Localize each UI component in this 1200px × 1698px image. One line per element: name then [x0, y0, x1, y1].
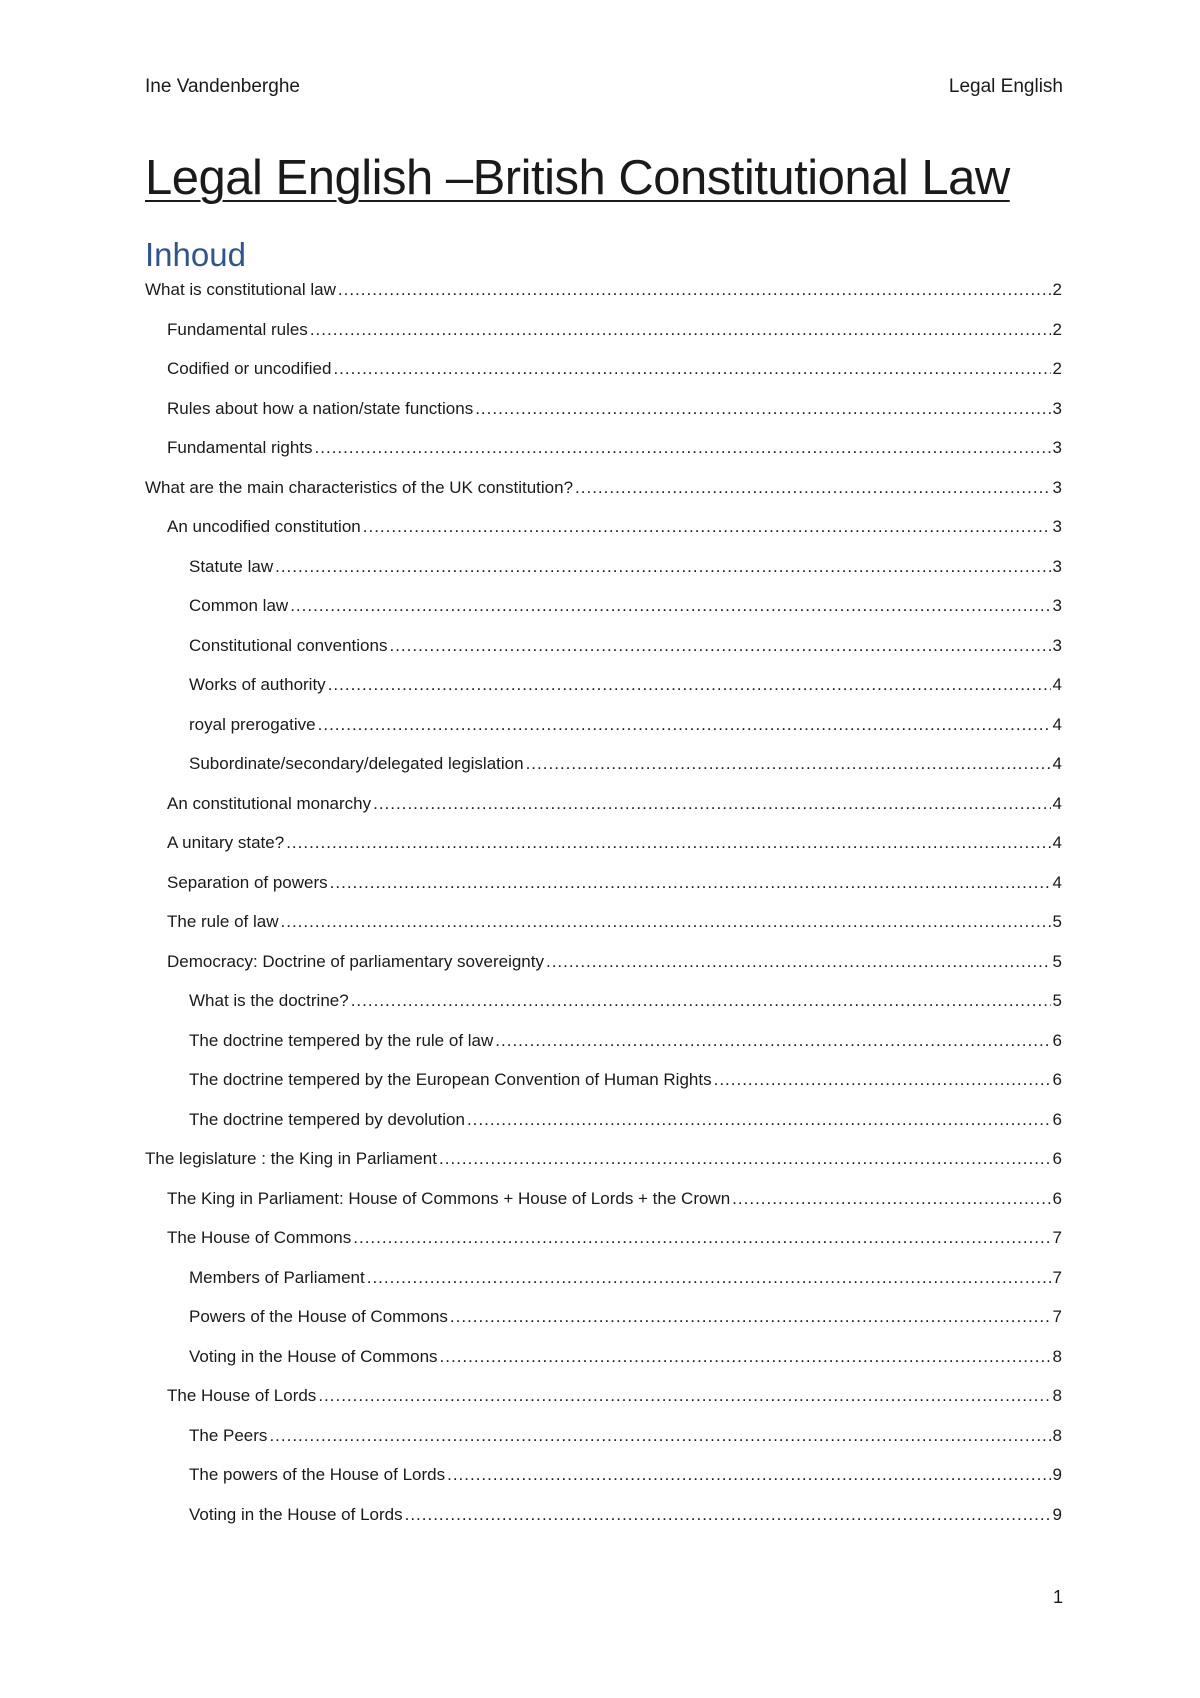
toc-entry-page: 3 [1052, 596, 1062, 615]
toc-entry[interactable] [145, 952, 1062, 992]
toc-entry-page: 3 [1052, 477, 1062, 497]
toc-dot-leader [353, 1228, 1050, 1248]
toc-entry-page: 2 [1052, 280, 1062, 299]
toc-entry-page: 8 [1052, 1425, 1062, 1445]
toc-entry-text: Voting in the House of Commons [189, 1346, 438, 1366]
toc-dot-leader [315, 438, 1051, 458]
toc-entry[interactable] [145, 1149, 1062, 1189]
toc-entry[interactable] [145, 912, 1062, 952]
header-author: Ine Vandenberghe [145, 76, 300, 97]
toc-dot-leader [351, 991, 1051, 1011]
toc-dot-leader [338, 280, 1051, 300]
toc-entry-text: The rule of law [167, 912, 279, 931]
toc-entry[interactable] [145, 991, 1062, 1031]
toc-entry-page: 4 [1052, 675, 1062, 694]
toc-entry[interactable] [145, 1228, 1062, 1268]
toc-entry[interactable] [145, 399, 1062, 439]
toc-dot-leader [290, 596, 1050, 616]
toc-entry-page: 6 [1052, 1149, 1062, 1168]
toc-entry-text: Members of Parliament [189, 1267, 365, 1287]
toc-entry[interactable] [145, 873, 1062, 913]
toc-entry-page: 8 [1052, 1386, 1062, 1405]
toc-entry-page: 4 [1052, 714, 1062, 734]
toc-entry[interactable] [145, 754, 1062, 794]
toc-entry-text: royal prerogative [189, 714, 316, 734]
toc-dot-leader [318, 715, 1051, 735]
toc-entry-page: 2 [1052, 319, 1062, 339]
document-title: Legal English –British Constitutional Law [145, 151, 1010, 205]
toc-entry-text: Statute law [189, 556, 274, 576]
toc-dot-leader [495, 1031, 1050, 1051]
toc-dot-leader [732, 1189, 1050, 1209]
toc-entry-text: Fundamental rules [167, 319, 308, 339]
toc-entry[interactable] [145, 636, 1062, 676]
toc-dot-leader [447, 1465, 1050, 1485]
toc-entry-text: Works of authority [189, 675, 326, 694]
toc-entry[interactable] [145, 1031, 1062, 1071]
toc-entry-page: 3 [1052, 635, 1062, 655]
toc-entry[interactable] [145, 359, 1062, 399]
toc-entry-text: The Peers [189, 1425, 268, 1445]
toc-entry-page: 3 [1052, 438, 1062, 457]
toc-entry-text: An constitutional monarchy [167, 793, 372, 813]
toc-entry-page: 7 [1052, 1307, 1062, 1326]
toc-dot-leader [286, 833, 1050, 853]
toc-entry-text: Separation of powers [167, 872, 328, 892]
toc-entry-page: 2 [1052, 359, 1062, 378]
toc-entry-text: The powers of the House of Lords [189, 1465, 446, 1484]
toc-entry[interactable] [145, 1070, 1062, 1110]
toc-entry-text: The doctrine tempered by devolution [189, 1109, 465, 1129]
toc-entry[interactable] [145, 517, 1062, 557]
toc-entry-page: 6 [1052, 1070, 1062, 1089]
toc-entry[interactable] [145, 675, 1062, 715]
toc-entry-text: Codified or uncodified [167, 359, 332, 378]
page-header [145, 76, 1063, 98]
toc-entry-text: The legislature : the King in Parliament [145, 1149, 437, 1168]
toc-entry[interactable] [145, 1505, 1062, 1545]
toc-entry[interactable] [145, 715, 1062, 755]
toc-entry-text: The doctrine tempered by the rule of law [189, 1030, 494, 1050]
toc-entry[interactable] [145, 438, 1062, 478]
toc-entry[interactable] [145, 1307, 1062, 1347]
toc-entry-text: Fundamental rights [167, 438, 313, 457]
toc-entry-text: The House of Commons [167, 1228, 352, 1247]
toc-entry[interactable] [145, 1110, 1062, 1150]
toc-entry[interactable] [145, 478, 1062, 518]
toc-entry-text: Subordinate/secondary/delegated legislation [189, 754, 524, 773]
toc-entry-text: An uncodified constitution [167, 517, 361, 536]
toc-entry-text: What is constitutional law [145, 280, 336, 299]
toc-dot-leader [269, 1426, 1050, 1446]
table-of-contents [145, 280, 1062, 1544]
toc-dot-leader [450, 1307, 1051, 1327]
toc-entry-page: 9 [1052, 1504, 1062, 1524]
toc-entry[interactable] [145, 833, 1062, 873]
toc-dot-leader [310, 320, 1051, 340]
toc-entry-page: 4 [1052, 872, 1062, 892]
toc-dot-leader [281, 912, 1051, 932]
toc-dot-leader [373, 794, 1050, 814]
toc-entry-text: The King in Parliament: House of Commons + House of Lords + the Crown [167, 1188, 731, 1208]
toc-dot-leader [526, 754, 1051, 774]
toc-entry[interactable] [145, 1386, 1062, 1426]
toc-entry-page: 9 [1052, 1465, 1062, 1484]
toc-entry-page: 5 [1052, 951, 1062, 971]
toc-entry-text: Constitutional conventions [189, 635, 388, 655]
toc-entry[interactable] [145, 320, 1062, 360]
toc-entry-page: 3 [1052, 556, 1062, 576]
toc-entry[interactable] [145, 557, 1062, 597]
toc-dot-leader [575, 478, 1051, 498]
toc-entry[interactable] [145, 1189, 1062, 1229]
toc-entry-page: 8 [1052, 1346, 1062, 1366]
toc-entry[interactable] [145, 1426, 1062, 1466]
toc-dot-leader [275, 557, 1050, 577]
toc-entry-text: Powers of the House of Commons [189, 1307, 448, 1326]
page-number: 1 [1052, 1587, 1063, 1607]
toc-entry[interactable] [145, 1465, 1062, 1505]
toc-entry-text: The doctrine tempered by the European Convention of Human Rights [189, 1070, 712, 1089]
toc-dot-leader [439, 1149, 1051, 1169]
header-course: Legal English [948, 76, 1063, 97]
toc-dot-leader [318, 1386, 1050, 1406]
toc-dot-leader [330, 873, 1051, 893]
toc-entry-text: A unitary state? [167, 833, 285, 852]
toc-dot-leader [546, 952, 1051, 972]
toc-entry[interactable] [145, 1347, 1062, 1387]
toc-entry-page: 3 [1052, 517, 1062, 536]
toc-dot-leader [475, 399, 1050, 419]
toc-dot-leader [467, 1110, 1051, 1130]
toc-entry-page: 5 [1052, 912, 1062, 931]
toc-entry-text: What is the doctrine? [189, 991, 349, 1010]
toc-heading: Inhoud [145, 236, 246, 273]
toc-entry-page: 7 [1052, 1267, 1062, 1287]
toc-entry-page: 6 [1052, 1188, 1062, 1208]
toc-dot-leader [389, 636, 1050, 656]
toc-dot-leader [405, 1505, 1051, 1525]
toc-entry-page: 6 [1052, 1109, 1062, 1129]
toc-dot-leader [328, 675, 1051, 695]
toc-entry-text: Voting in the House of Lords [189, 1504, 403, 1524]
toc-entry-text: Rules about how a nation/state functions [167, 398, 474, 418]
toc-entry[interactable] [145, 280, 1062, 320]
toc-dot-leader [363, 517, 1051, 537]
toc-entry-page: 6 [1052, 1030, 1062, 1050]
toc-entry[interactable] [145, 1268, 1062, 1308]
toc-entry-page: 4 [1052, 833, 1062, 852]
toc-entry-text: Common law [189, 596, 289, 615]
toc-dot-leader [440, 1347, 1051, 1367]
toc-entry-text: What are the main characteristics of the UK constitution? [145, 477, 574, 497]
toc-entry[interactable] [145, 794, 1062, 834]
toc-entry-page: 4 [1052, 754, 1062, 773]
toc-dot-leader [714, 1070, 1051, 1090]
toc-entry-page: 4 [1052, 793, 1062, 813]
toc-entry-text: Democracy: Doctrine of parliamentary sovereignty [167, 951, 544, 971]
toc-dot-leader [333, 359, 1050, 379]
toc-entry-page: 5 [1052, 991, 1062, 1010]
toc-entry-text: The House of Lords [167, 1386, 317, 1405]
toc-entry-page: 3 [1052, 398, 1062, 418]
toc-entry[interactable] [145, 596, 1062, 636]
toc-entry-page: 7 [1052, 1228, 1062, 1247]
toc-dot-leader [367, 1268, 1051, 1288]
